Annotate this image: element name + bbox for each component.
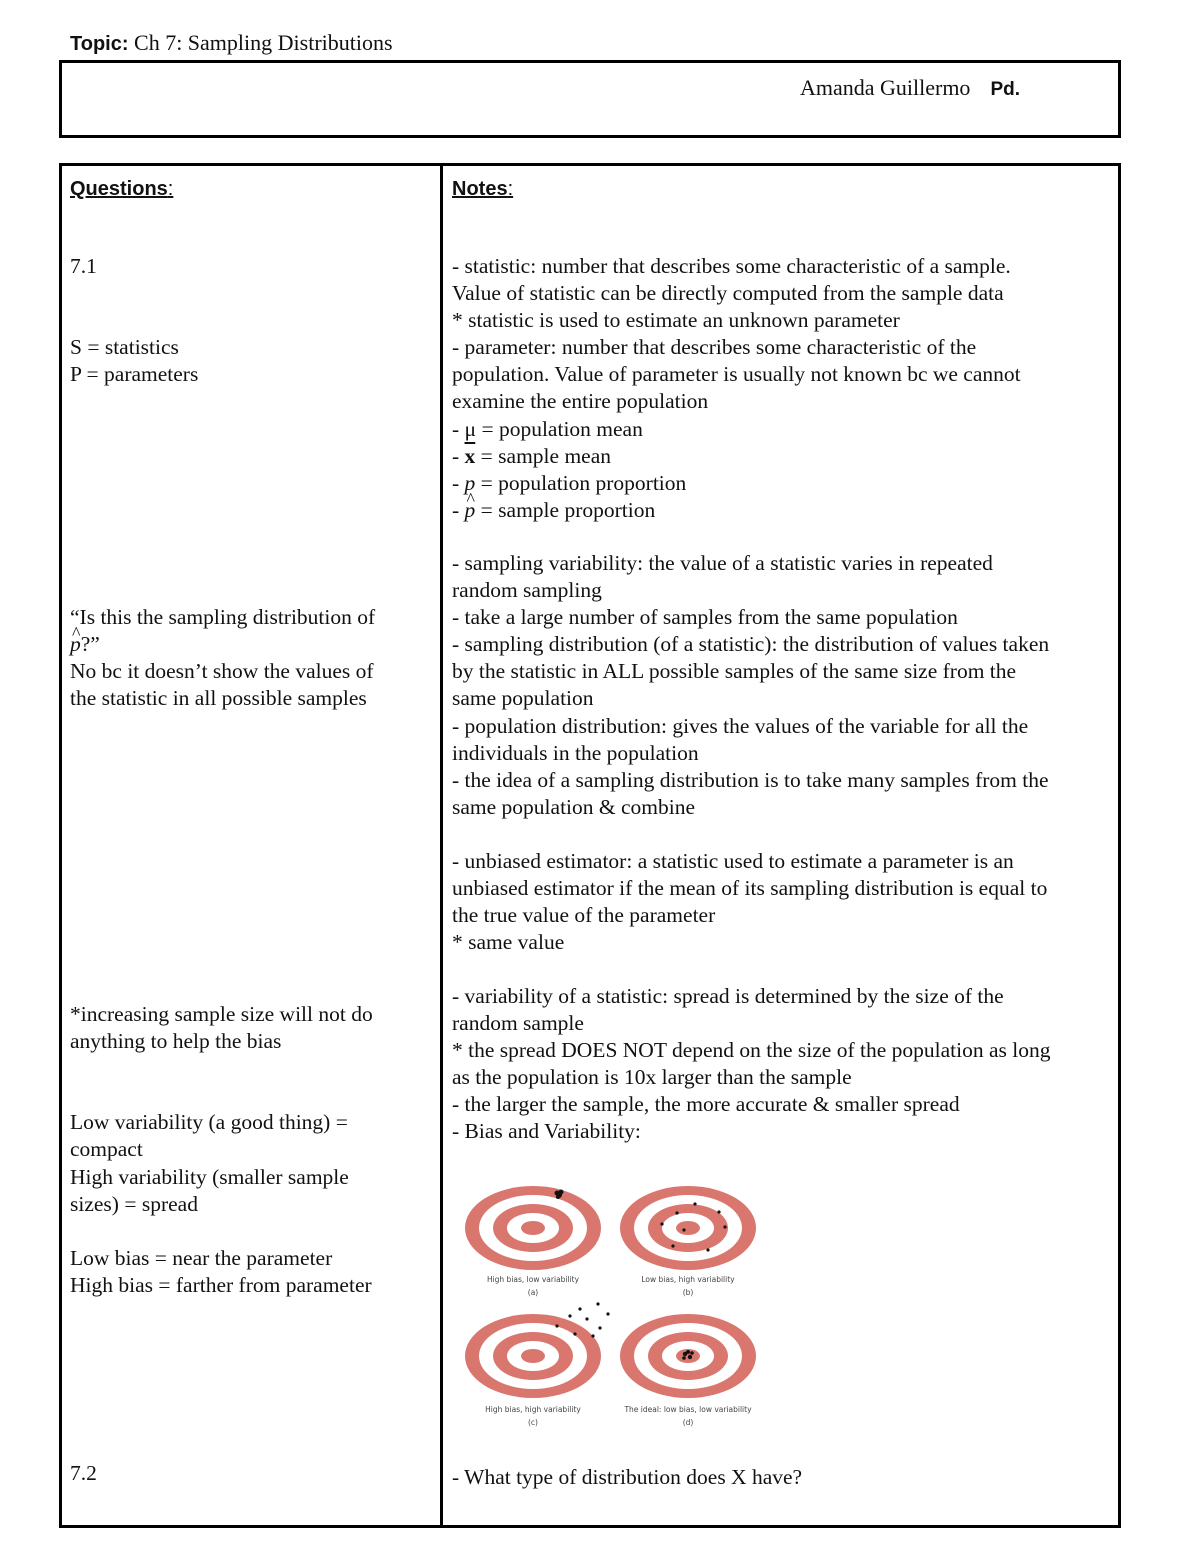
- svg-text:High bias, high variability: High bias, high variability: [485, 1405, 581, 1414]
- sampling-question-line1: “Is this the sampling distribution of: [70, 605, 376, 629]
- note-line: - take a large number of samples from the same population: [452, 605, 958, 630]
- questions-block-sampling: [70, 604, 375, 712]
- questions-block-71: [70, 253, 198, 388]
- note-line: population. Value of parameter is usually not known bc we cannot: [452, 362, 1021, 387]
- note-line: * the spread DOES NOT depend on the size of the population as long: [452, 1038, 1051, 1063]
- note-line: individuals in the population: [452, 740, 699, 765]
- sampling-question-line2: ^ p?”: [70, 631, 375, 658]
- s-definition: S = statistics: [70, 335, 179, 360]
- student-info: [800, 75, 1020, 101]
- notes-block-sampling: [452, 550, 1049, 821]
- high-variability-line1: High variability (smaller sample: [70, 1164, 349, 1189]
- note-line: - statistic: number that describes some characteristic of a sample.: [452, 254, 1011, 278]
- target-c: [465, 1302, 610, 1427]
- low-variability-line2: compact: [70, 1137, 143, 1162]
- high-variability-line2: sizes) = spread: [70, 1191, 198, 1216]
- note-line: examine the entire population: [452, 389, 709, 414]
- section-71-label: 7.1: [70, 254, 97, 278]
- note-line: - sampling distribution (of a statistic): the distribution of values taken: [452, 632, 1050, 657]
- svg-text:(d): (d): [682, 1418, 694, 1427]
- note-line: same population: [452, 686, 594, 711]
- xbar-definition: - $\overline{x}$ = sample mean: [452, 443, 612, 468]
- bias-variability-targets-figure: [463, 1176, 763, 1441]
- note-line: Value of statistic can be directly computed from the sample data: [452, 281, 1004, 306]
- note-line: * same value: [452, 930, 565, 955]
- questions-column: [62, 166, 440, 1525]
- note-line: same population & combine: [452, 794, 696, 819]
- phat-definition: - ^ p = sample proportion: [452, 497, 1021, 524]
- svg-text:(c): (c): [528, 1418, 538, 1427]
- high-bias-line: High bias = farther from parameter: [70, 1272, 372, 1297]
- notes-block-statistic: [452, 253, 1021, 524]
- cornell-notes-table: [59, 163, 1121, 1528]
- notes-block-unbiased: [452, 848, 1047, 956]
- note-line: random sample: [452, 1011, 584, 1036]
- svg-text:(b): (b): [682, 1288, 694, 1297]
- p-definition-note: - p = population proportion: [452, 470, 687, 495]
- note-line: unbiased estimator if the mean of its sampling distribution is equal to: [452, 876, 1048, 901]
- note-line: - sampling variability: the value of a statistic varies in repeated: [452, 551, 993, 575]
- mu-definition: - μ = population mean: [452, 416, 643, 441]
- bias-note-line2: anything to help the bias: [70, 1029, 282, 1054]
- note-line: - the idea of a sampling distribution is to take many samples from the: [452, 767, 1049, 792]
- note-line: - variability of a statistic: spread is determined by the size of the: [452, 984, 1004, 1008]
- questions-block-bias: [70, 1001, 373, 1299]
- svg-text:High bias, low variability: High bias, low variability: [486, 1275, 580, 1284]
- note-line: - the larger the sample, the more accurate & smaller spread: [452, 1092, 960, 1117]
- low-bias-line: Low bias = near the parameter: [70, 1245, 333, 1270]
- svg-text:The ideal: low bias, low varia: The ideal: low bias, low variability: [624, 1405, 752, 1414]
- topic-line: [70, 30, 393, 56]
- student-name: Amanda Guillermo: [799, 75, 971, 100]
- note-line: * statistic is used to estimate an unknown parameter: [452, 308, 900, 333]
- p-definition: P = parameters: [70, 362, 199, 387]
- questions-heading: Questions:: [70, 178, 174, 200]
- target-b: [620, 1186, 756, 1297]
- note-line: the true value of the parameter: [452, 903, 716, 928]
- note-line: - parameter: number that describes some characteristic of the: [452, 335, 977, 360]
- sampling-answer-line1: No bc it doesn’t show the values of: [70, 659, 374, 684]
- svg-text:(a): (a): [527, 1288, 539, 1297]
- low-variability-line1: Low variability (a good thing) =: [70, 1110, 348, 1135]
- section-72-label: 7.2: [70, 1461, 97, 1485]
- distribution-question: - What type of distribution does X have?: [452, 1465, 803, 1489]
- notes-block-variability: [452, 983, 1051, 1146]
- period-label: Pd.: [990, 79, 1020, 100]
- topic-label: Topic:: [70, 33, 129, 55]
- notes-column: [443, 166, 1118, 1525]
- note-line: - population distribution: gives the values of the variable for all the: [452, 713, 1029, 738]
- note-line: by the statistic in ALL possible samples of the same size from the: [452, 659, 1017, 684]
- sampling-answer-line2: the statistic in all possible samples: [70, 686, 367, 711]
- note-line: - unbiased estimator: a statistic used to estimate a parameter is an: [452, 849, 1014, 873]
- note-line: random sampling: [452, 578, 602, 603]
- target-a: [465, 1186, 601, 1297]
- target-d: [620, 1314, 756, 1427]
- note-line: - Bias and Variability:: [452, 1119, 641, 1144]
- bias-note-line1: *increasing sample size will not do: [70, 1002, 373, 1026]
- svg-text:Low bias, high variability: Low bias, high variability: [641, 1275, 735, 1284]
- header-box: [59, 60, 1121, 138]
- note-line: as the population is 10x larger than the sample: [452, 1065, 852, 1090]
- topic-value: Ch 7: Sampling Distributions: [134, 30, 393, 55]
- notes-heading: Notes:: [452, 178, 514, 200]
